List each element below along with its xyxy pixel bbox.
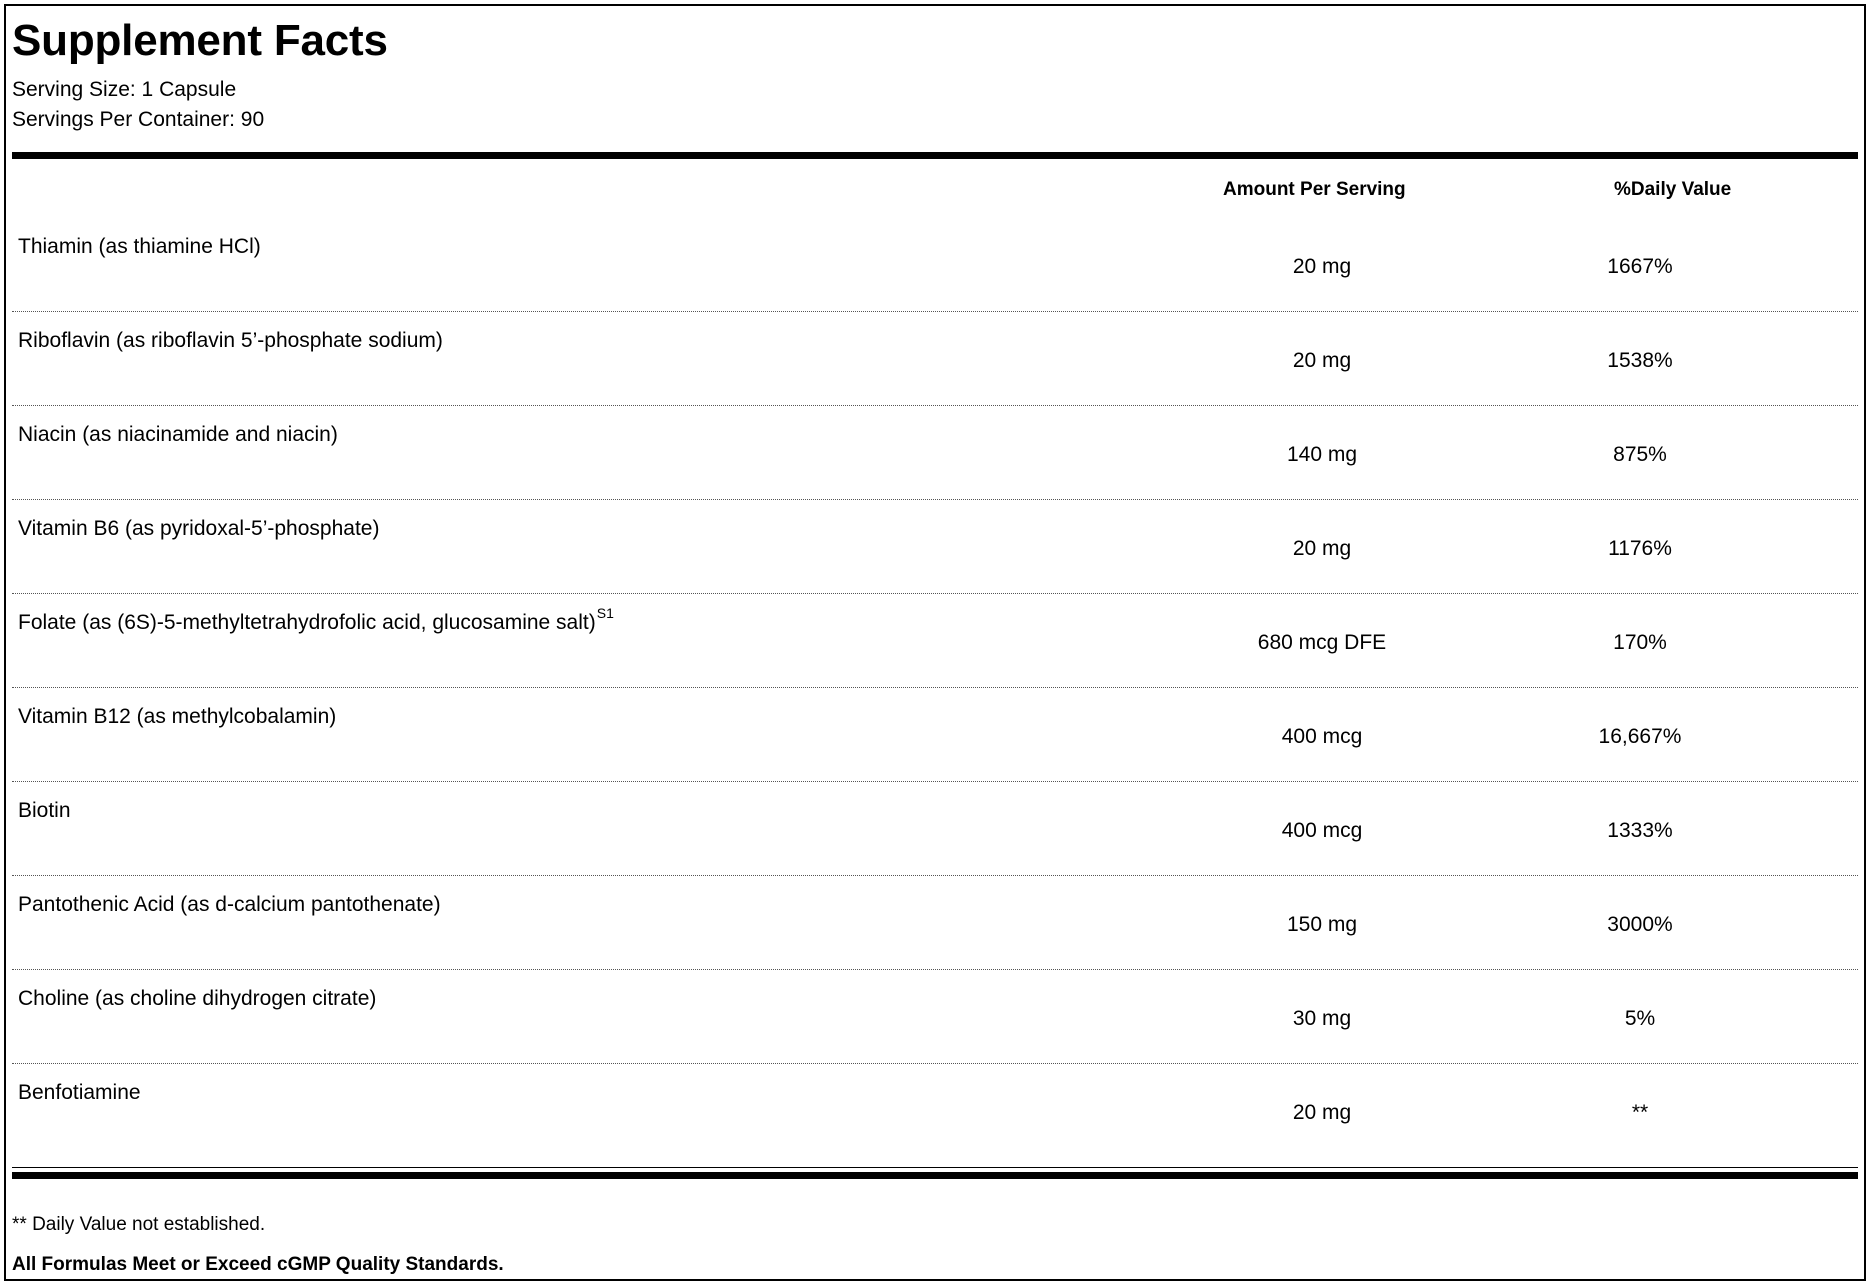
nutrient-name (18, 893, 441, 917)
nutrient-name-text: Choline (as choline dihydrogen citrate) (18, 987, 377, 1010)
column-header-daily-value: %Daily Value (1614, 179, 1732, 200)
table-row (12, 406, 1858, 500)
bottom-thin-divider (12, 1167, 1858, 1168)
nutrient-name (18, 235, 261, 259)
nutrient-name-text: Folate (as (6S)-5-methyltetrahydrofolic acid, glucosamine salt) (18, 611, 596, 634)
nutrient-superscript: S1 (596, 605, 614, 621)
nutrient-name-text: Vitamin B6 (as pyridoxal-5’-phosphate) (18, 517, 380, 540)
nutrient-name-text: Riboflavin (as riboflavin 5’-phosphate sodium) (18, 329, 443, 352)
nutrient-name-text: Biotin (18, 799, 71, 822)
table-row (12, 594, 1858, 688)
nutrient-name-text: Thiamin (as thiamine HCl) (18, 235, 261, 258)
nutrient-name-text: Vitamin B12 (as methylcobalamin) (18, 705, 337, 728)
table-row (12, 688, 1858, 782)
table-row (12, 218, 1858, 312)
nutrient-daily-value: 1333% (1607, 819, 1673, 842)
nutrient-name (18, 517, 379, 541)
nutrient-daily-value: 875% (1613, 443, 1667, 466)
table-row (12, 876, 1858, 970)
quality-statement: All Formulas Meet or Exceed cGMP Quality Standards. (12, 1254, 504, 1275)
nutrient-daily-value: 170% (1613, 631, 1667, 654)
nutrient-name (18, 605, 614, 635)
nutrient-rows (12, 218, 1858, 1158)
nutrient-name-text: Niacin (as niacinamide and niacin) (18, 423, 338, 446)
nutrient-name-text: Pantothenic Acid (as d-calcium pantothenate) (18, 893, 441, 916)
nutrient-amount: 680 mcg DFE (1257, 631, 1387, 654)
supplement-facts-panel (4, 4, 1866, 1281)
table-row (12, 970, 1858, 1064)
nutrient-amount: 30 mg (1292, 1007, 1352, 1030)
nutrient-amount: 20 mg (1292, 255, 1352, 278)
nutrient-amount: 140 mg (1286, 443, 1358, 466)
nutrient-name (18, 1081, 141, 1105)
nutrient-daily-value: ** (1631, 1101, 1649, 1124)
nutrient-daily-value: 1176% (1608, 537, 1672, 560)
nutrient-amount: 20 mg (1292, 349, 1352, 372)
nutrient-name (18, 329, 443, 353)
table-row (12, 782, 1858, 876)
top-divider (12, 152, 1858, 159)
daily-value-footnote: ** Daily Value not established. (12, 1214, 266, 1235)
nutrient-amount: 400 mcg (1281, 819, 1363, 842)
nutrient-daily-value: 3000% (1607, 913, 1673, 936)
label-title: Supplement Facts (12, 16, 388, 65)
nutrient-name-text: Benfotiamine (18, 1081, 141, 1104)
nutrient-amount: 150 mg (1286, 913, 1358, 936)
nutrient-amount: 20 mg (1292, 1101, 1352, 1124)
nutrient-name (18, 987, 376, 1011)
nutrient-daily-value: 16,667% (1598, 725, 1682, 748)
nutrient-daily-value: 5% (1624, 1007, 1656, 1030)
servings-per-container: Servings Per Container: 90 (12, 108, 265, 131)
nutrient-name (18, 799, 71, 823)
bottom-divider (12, 1172, 1858, 1179)
nutrient-name (18, 705, 336, 729)
table-row (12, 1064, 1858, 1158)
nutrient-amount: 20 mg (1292, 537, 1352, 560)
nutrient-name (18, 423, 338, 447)
table-row (12, 500, 1858, 594)
nutrient-daily-value: 1667% (1607, 255, 1673, 278)
serving-size: Serving Size: 1 Capsule (12, 78, 237, 101)
table-row (12, 312, 1858, 406)
nutrient-daily-value: 1538% (1607, 349, 1673, 372)
nutrient-amount: 400 mcg (1281, 725, 1363, 748)
column-header-amount: Amount Per Serving (1223, 179, 1406, 200)
